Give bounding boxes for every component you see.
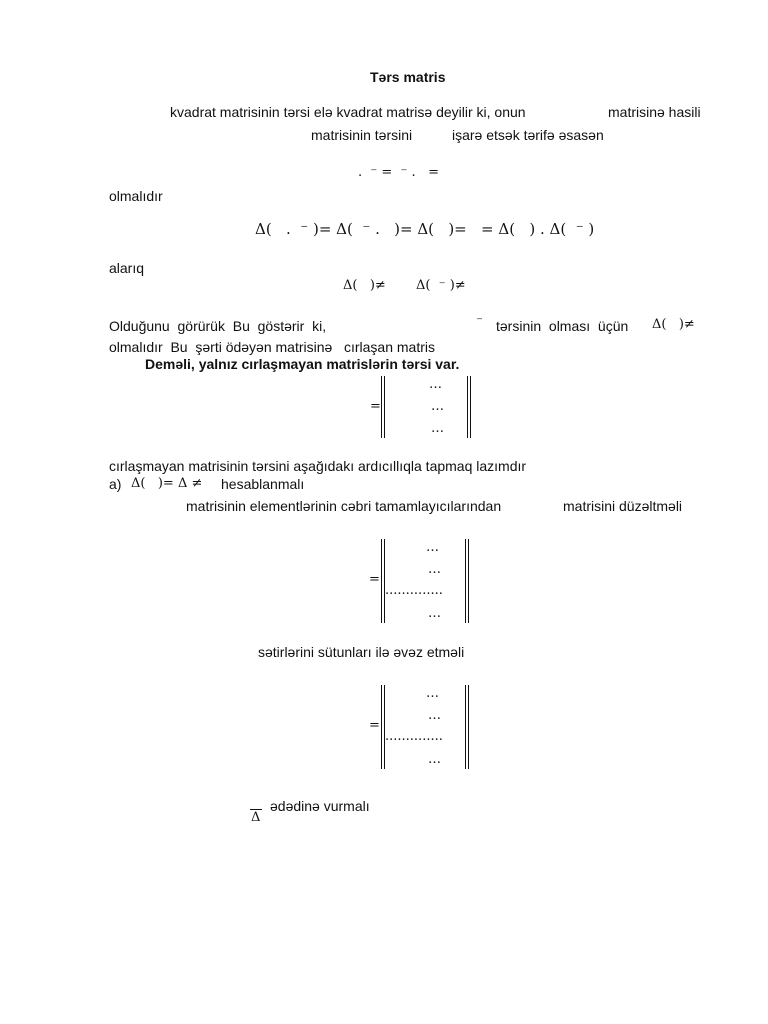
matrix-a-equals: = <box>370 399 381 414</box>
step-c-text: sətirlərini sütunları ilə əvəz etməli <box>258 644 465 660</box>
matrix-b-left-bar-inner <box>384 539 385 623</box>
matrix-c-row1-ellipsis: … <box>426 686 439 701</box>
step-d-text: ədədinə vurmalı <box>270 798 370 814</box>
matrix-a-right-bar-outer <box>470 376 471 438</box>
matrix-a-left-bar-inner <box>384 376 385 438</box>
matrix-b-right-bar-outer <box>468 539 469 623</box>
formula-determinant-product: Δ( . ⁻ )= Δ( ⁻ . )= Δ( )= = Δ( ) . Δ( ⁻ ) <box>255 220 595 238</box>
oldugunu-part-d: Δ( )≠ <box>652 317 695 332</box>
matrix-c-equals: = <box>369 718 380 733</box>
matrix-b-left-bar-outer <box>381 539 382 623</box>
matrix-a-row2-ellipsis: … <box>431 399 444 414</box>
matrix-b-row2-ellipsis: … <box>428 562 441 577</box>
step-b-part-b: matrisini düzəltməli <box>563 498 683 514</box>
matrix-a-right-bar-inner <box>467 376 468 438</box>
matrix-b-row1-ellipsis: … <box>426 540 439 555</box>
matrix-b-equals: = <box>369 572 380 587</box>
oldugunu-line2: olmalıdır Bu şərti ödəyən matrisinə cırlaşan matris <box>109 339 436 355</box>
formula-inverse-product: . ⁻ = ⁻ . = <box>358 165 439 180</box>
matrix-c-row2-ellipsis: … <box>428 708 441 723</box>
matrix-c-row4-ellipsis: … <box>428 752 441 767</box>
oldugunu-part-b: ⁻ <box>476 314 483 329</box>
oldugunu-part-c: tərsinin olması üçün <box>496 318 629 334</box>
intro-line1-a: kvadrat matrisinin tərsi elə kvadrat matrisə deyilir ki, onun <box>170 104 526 120</box>
matrix-c-left-bar-inner <box>384 685 385 769</box>
step-b-part-a: matrisinin elementlərinin cəbri tamamlayıcılarından <box>186 498 502 514</box>
matrix-a-row1-ellipsis: … <box>429 377 442 392</box>
page-title: Tərs matris <box>370 69 446 85</box>
alariq-text: alarıq <box>109 260 145 276</box>
matrix-c-left-bar-outer <box>381 685 382 769</box>
formula-det-nonzero-a: Δ( )≠ <box>343 278 386 293</box>
oldugunu-part-a: Olduğunu görürük Bu göstərir ki, <box>109 318 327 334</box>
olmalidir-text: olmalıdır <box>109 188 163 204</box>
intro-line1-b: matrisinə hasili <box>608 104 701 120</box>
conclusion-text: Deməli, yalnız cırlaşmayan matrislərin tərsi var. <box>145 356 460 372</box>
matrix-b-right-bar-inner <box>465 539 466 623</box>
formula-det-nonzero-b: Δ( ⁻ )≠ <box>416 278 466 293</box>
matrix-b-row4-ellipsis: … <box>428 606 441 621</box>
intro-line2-a: matrisinin tərsini <box>311 127 413 143</box>
matrix-a-row3-ellipsis: … <box>431 421 444 436</box>
matrix-b-dotted-row: .............. <box>385 583 443 598</box>
intro-line2-b: işarə etsək tərifə əsasən <box>452 127 604 143</box>
matrix-c-dotted-row: .............. <box>385 729 443 744</box>
step-a-label: a) <box>109 476 122 492</box>
matrix-c-right-bar-inner <box>465 685 466 769</box>
matrix-c-right-bar-outer <box>468 685 469 769</box>
matrix-a-left-bar-outer <box>381 376 382 438</box>
steps-intro: cırlaşmayan matrisinin tərsini aşağıdakı ardıcıllıqla tapmaq lazımdır <box>109 458 527 474</box>
fraction-denominator: Δ <box>251 810 261 825</box>
step-a-text: hesablanmalı <box>221 476 305 492</box>
step-a-formula: Δ( )= Δ ≠ <box>131 476 203 491</box>
